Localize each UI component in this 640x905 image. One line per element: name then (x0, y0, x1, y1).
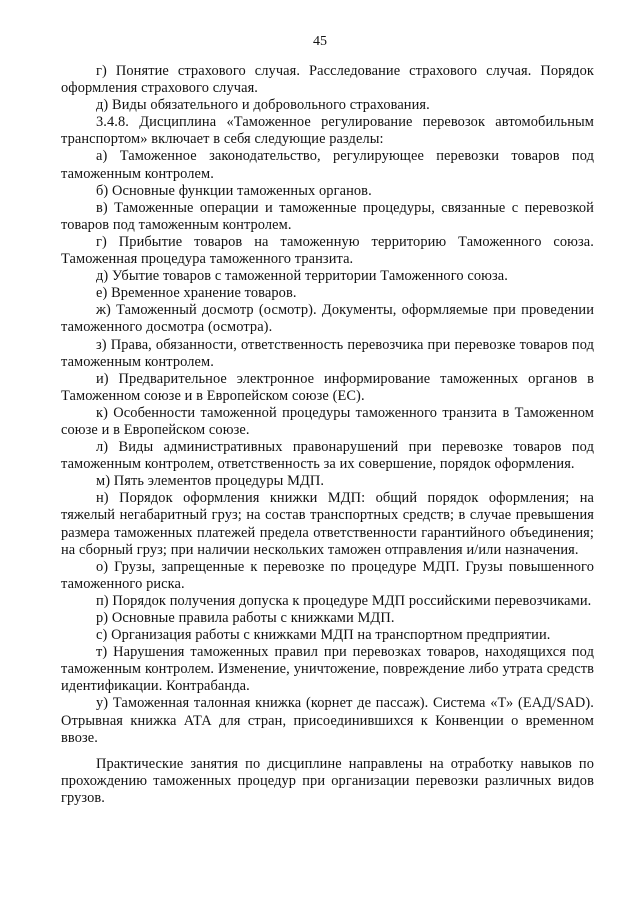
list-item-n: н) Порядок оформления книжки МДП: общий порядок оформления; на тяжелый негабаритный груз; на состав транспортных средств; в случае превышения размера таможенных платежей предела ответственности гарантийного объединения; на сборный груз; при наличии нескольких таможен отправления и/или назначения. (61, 490, 594, 558)
list-item-k: к) Особенности таможенной процедуры таможенного транзита в Таможенном союзе и в Европейском союзе. (61, 404, 594, 438)
list-item-m: м) Пять элементов процедуры МДП. (96, 473, 325, 490)
page-number: 45 (313, 34, 327, 49)
list-item-b: б) Основные функции таможенных органов. (96, 182, 372, 199)
list-item-s: с) Организация работы с книжками МДП на транспортном предприятии. (96, 627, 551, 644)
paragraph-insurance-types: д) Виды обязательного и добровольного страхования. (96, 97, 430, 114)
list-item-d: д) Убытие товаров с таможенной территории Таможенного союза. (96, 268, 508, 285)
list-item-p: п) Порядок получения допуска к процедуре МДП российскими перевозчиками. (96, 592, 592, 609)
list-item-o: о) Грузы, запрещенные к перевозке по процедуре МДП. Грузы повышенного таможенного риска. (61, 558, 594, 592)
list-item-l: л) Виды административных правонарушений при перевозке товаров под таможенным контролем, ответственность за их совершение, порядок оформления. (61, 439, 594, 473)
list-item-r: р) Основные правила работы с книжками МДП. (96, 610, 395, 626)
list-item-e: е) Временное хранение товаров. (96, 285, 297, 302)
page-body (61, 63, 594, 807)
list-item-g: г) Прибытие товаров на таможенную территорию Таможенного союза. Таможенная процедура таможенного транзита. (61, 233, 594, 268)
paragraph-discipline-3-4-8: 3.4.8. Дисциплина «Таможенное регулирование перевозок автомобильным транспортом» включает в себя следующие разделы: (61, 114, 594, 148)
list-item-v: в) Таможенные операции и таможенные процедуры, связанные с перевозкой товаров под таможенным контролем. (61, 199, 594, 233)
list-item-i: и) Предварительное электронное информирование таможенных органов в Таможенном союзе и в Европейском союзе (ЕС). (61, 370, 594, 404)
list-item-u: у) Таможенная талонная книжка (корнет де пассаж). Система «Т» (ЕАД/SAD). Отрывная книжка АТА для стран, присоединившихся к Конвенции о временном ввозе. (61, 695, 594, 746)
list-item-zh: ж) Таможенный досмотр (осмотр). Документы, оформляемые при проведении таможенного досмотра (осмотра). (61, 302, 594, 336)
list-item-a: а) Таможенное законодательство, регулирующее перевозки товаров под таможенным контролем. (61, 148, 594, 182)
list-item-t: т) Нарушения таможенных правил при перевозках товаров, находящихся под таможенным контролем. Изменение, уничтожение, повреждение либо утрата средств идентификации. Контрабанда. (61, 644, 594, 695)
paragraph-practical-classes: Практические занятия по дисциплине направлены на отработку навыков по прохождению таможенных процедур при организации перевозки различных видов грузов. (61, 755, 594, 806)
list-item-z: з) Права, обязанности, ответственность перевозчика при перевозке товаров под таможенным контролем. (61, 336, 594, 370)
paragraph-insurance-case: г) Понятие страхового случая. Расследование страхового случая. Порядок оформления страхового случая. (61, 63, 594, 97)
